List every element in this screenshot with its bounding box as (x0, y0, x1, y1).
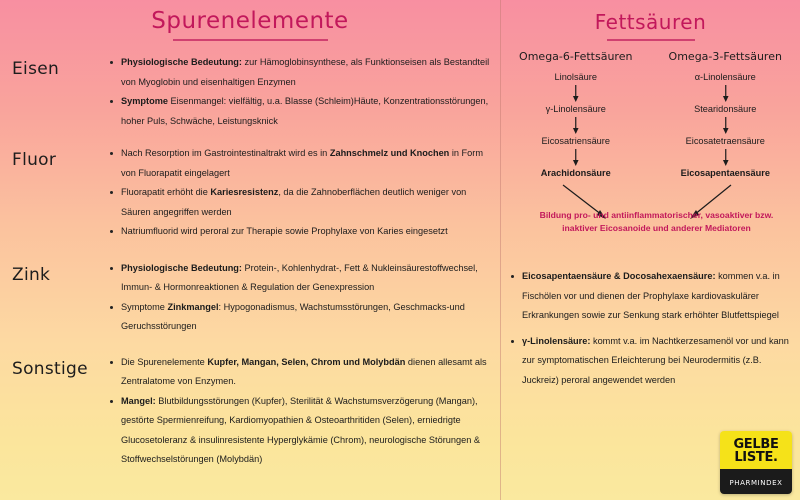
bullet-text: , da die Zahnoberflächen deutlich weniger von Säuren angegriffen werden (121, 187, 467, 217)
bullets-zink (108, 259, 500, 337)
pathway-node: α-Linolensäure (694, 72, 756, 82)
section-fluor (0, 144, 500, 242)
chain-heading-omega3: Omega-3-Fettsäuren (668, 50, 782, 63)
section-eisen (0, 53, 500, 131)
left-column-title: Spurenelemente (151, 8, 349, 34)
bullets-eisen (108, 53, 500, 131)
bullet-lead: Eicosapentaensäure & Docosahexaensäure: (522, 271, 716, 281)
list-item (509, 267, 790, 326)
section-label-eisen: Eisen (12, 59, 60, 79)
section-zink (0, 259, 500, 337)
list-item (108, 183, 494, 222)
arrow-down-icon (651, 147, 800, 167)
bullet-pre: Natriumfluorid wird peroral zur Therapie sowie Prophylaxe von Karies eingesetzt (121, 226, 448, 236)
chain-headings (501, 50, 800, 63)
chain-heading-omega6: Omega-6-Fettsäuren (519, 50, 633, 63)
section-label-zink: Zink (12, 264, 51, 285)
right-title-underline (607, 39, 695, 41)
pathway-node: Stearidonsäure (694, 104, 757, 114)
bullet-lead: Physiologische Bedeutung: (121, 57, 242, 67)
pathway-node-final: Eicosapentaensäure (680, 168, 770, 178)
pathway-node: γ-Linolensäure (545, 104, 606, 114)
section-label-sonstige: Sonstige (12, 358, 88, 379)
logo-line-1: GELBE (733, 437, 779, 452)
bullets-sonstige (108, 353, 500, 470)
bullet-pre: Nach Resorption im Gastrointestinaltrakt wird es in (121, 148, 330, 158)
pathway-node: Eicosatetraensäure (685, 136, 765, 146)
section-label-fluor: Fluor (12, 150, 57, 170)
bullet-text: Eisenmangel: vielfältig, u.a. Blasse (Schleim)Häute, Konzentrationsstörungen, hoher Puls, Schwäche, Leistungsknick (121, 96, 489, 126)
list-item (108, 53, 494, 92)
bullet-lead: Mangel: (121, 395, 156, 406)
pathway-node-final: Arachidonsäure (540, 168, 611, 178)
bullet-text: dienen allesamt als Zentralatome von Enzymen. (121, 356, 487, 386)
pathway-node: Linolsäure (554, 72, 597, 82)
bullet-text: kommen v.a. in Fischölen vor und dienen der Prophylaxe kardiovaskulärer Erkrankungen sowie zur Senkung stark erhöhter Blutfettspiegel (522, 271, 780, 320)
bullet-text: kommt v.a. im Nachtkerzesamenöl vor und kann zur symptomatischen Erleichterung bei Neurodermitis (z.B. Juckreiz) peroral angewendet werden (522, 335, 789, 385)
logo-bottom (720, 469, 792, 494)
bullet-pre: Die Spurenelemente (121, 356, 208, 367)
arrow-down-icon (651, 83, 800, 103)
list-item (509, 332, 790, 391)
arrow-down-icon (501, 83, 651, 103)
bullet-lead: γ-Linolensäure: (522, 335, 591, 346)
eicosanoid-note: Bildung pro- und antiinflammatorischer, vasoaktiver bzw. inaktiver Eicosanoide und anderer Mediatoren (539, 210, 774, 233)
pathway-omega6 (501, 71, 651, 179)
bullet-lead: Kupfer, Mangan, Selen, Chrom und Molybdän (207, 356, 406, 367)
bullet-text: Protein-, Kohlenhydrat-, Fett & Nukleinsäurestoffwechsel, Immun- & Hormonreaktionen & Regulation der Genexpression (121, 262, 478, 292)
bullet-lead: Physiologische Bedeutung: (121, 262, 242, 273)
logo-line-2: LISTE. (734, 450, 778, 465)
list-item (108, 92, 494, 131)
bullet-pre: Symptome (121, 301, 168, 312)
bullet-lead: Zahnschmelz und Knochen (329, 148, 450, 158)
bullet-lead: Zinkmangel (167, 301, 219, 312)
list-item (108, 298, 494, 337)
fatty-acid-notes (501, 267, 800, 390)
logo-line-3: PHARMINDEX (729, 479, 783, 487)
arrow-down-icon (501, 115, 651, 135)
pathway-node: Eicosatriensäure (541, 136, 610, 146)
bullet-text: Blutbildungsstörungen (Kupfer), Sterilität & Wachstumsverzögerung (Mangan), gestörte Spermienreifung, Kardiomyopathien & Osteoarthritiden (Selen), erniedrigte Glucosetoleranz & insulinresistente Hyperglykämie (Chrom), neurologische Störungen & Stoffwechselstörungen (Molybdän) (121, 395, 480, 464)
bullet-lead: Kariesresistenz (210, 187, 279, 197)
list-item (108, 144, 494, 183)
left-title-underline (173, 39, 328, 41)
section-sonstige (0, 353, 500, 470)
gelbe-liste-logo (720, 431, 792, 494)
pathway-omega3 (651, 71, 800, 179)
converging-arrows-and-note (501, 181, 800, 267)
bullet-text: zur Hämoglobinsynthese, als Funktionseisen als Bestandteil von Myoglobin und eisenhaltigen Enzymen (121, 57, 490, 87)
bullet-lead: Symptome (121, 96, 168, 106)
bullet-text: in Form von Fluorapatit eingelagert (121, 148, 483, 178)
pathway-diagram (501, 71, 800, 179)
logo-top (720, 431, 792, 469)
list-item (108, 259, 494, 298)
arrow-down-icon (651, 115, 800, 135)
fatty-acids-column (500, 0, 800, 500)
arrow-down-icon (501, 147, 651, 167)
bullets-fluor (108, 144, 500, 242)
right-column-title: Fettsäuren (594, 10, 707, 34)
list-item (108, 353, 494, 392)
bullet-text: : Hypogonadismus, Wachstumsstörungen, Geschmacks-und Geruchsstörungen (121, 301, 465, 331)
list-item (108, 392, 494, 470)
bullet-pre: Fluorapatit erhöht die (121, 187, 211, 197)
list-item (108, 222, 494, 242)
